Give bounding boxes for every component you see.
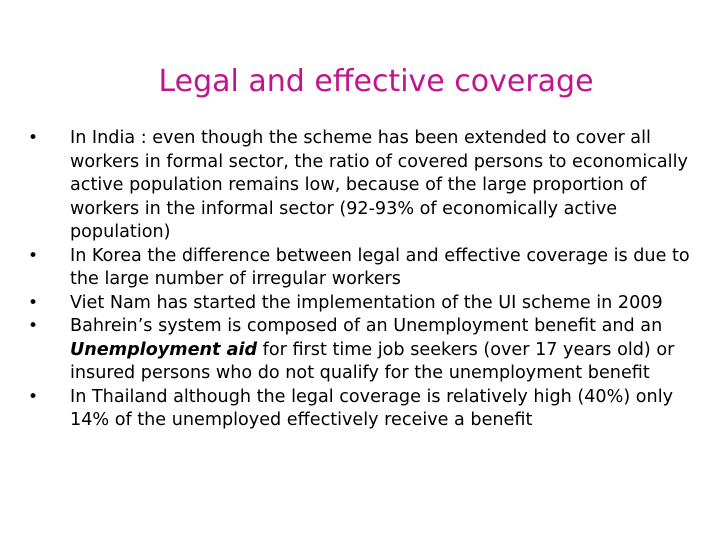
bullet-list bbox=[28, 127, 693, 433]
bullet-point-icon: • bbox=[28, 245, 39, 266]
bullet-text-korea: In Korea the difference between legal and effective coverage is due to the large number of irregular workers bbox=[70, 245, 690, 289]
bullet-item-korea bbox=[28, 245, 693, 292]
bullet-text-bahrein-emphasis: Unemployment aid bbox=[70, 339, 258, 360]
bullet-item-vietnam bbox=[28, 292, 693, 316]
bullet-item-thailand bbox=[28, 386, 693, 433]
bullet-point-icon: • bbox=[28, 128, 39, 148]
bullet-point-icon: • bbox=[28, 386, 39, 407]
bullet-item-bahrein bbox=[28, 315, 693, 386]
bullet-text-bahrein-before: Bahrein’s system is composed of an Unemployment benefit and an bbox=[70, 316, 663, 336]
bullet-text-india: In India : even though the scheme has been extended to cover all workers in formal sector, the ratio of covered persons to economically active population remains low, because of the large proportion of workers in the informal sector (92-93% of economically active population) bbox=[70, 128, 688, 242]
bullet-point-icon: • bbox=[28, 292, 39, 313]
bullet-item-india bbox=[28, 127, 693, 245]
bullet-text-vietnam: Viet Nam has started the implementation of the UI scheme in 2009 bbox=[70, 292, 663, 313]
slide-title: Legal and effective coverage bbox=[158, 64, 594, 99]
bullet-point-icon: • bbox=[28, 316, 39, 336]
bullet-text-thailand: In Thailand although the legal coverage is relatively high (40%) only 14% of the unemployed effectively receive a benefit bbox=[70, 386, 673, 430]
bullet-text-bahrein-after: for first time job seekers (over 17 years old) or insured persons who do not qualify for the unemployment benefit bbox=[70, 339, 675, 383]
